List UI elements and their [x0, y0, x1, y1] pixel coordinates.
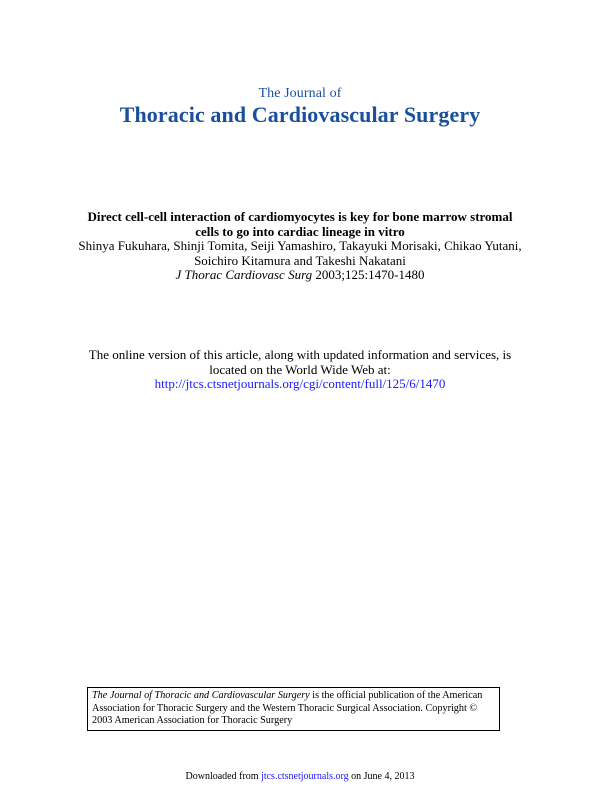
- article-url-link[interactable]: http://jtcs.ctsnetjournals.org/cgi/content/full/125/6/1470: [154, 376, 446, 391]
- article-title-line-2: cells to go into cardiac lineage in vitro: [195, 223, 405, 239]
- authors-line-1: Shinya Fukuhara, Shinji Tomita, Seiji Yamashiro, Takayuki Morisaki, Chikao Yutani,: [78, 238, 522, 253]
- publication-notice-box: [87, 687, 500, 731]
- article-info: [0, 210, 600, 283]
- article-title-line-1: Direct cell-cell interaction of cardiomyocytes is key for bone marrow stromal: [87, 209, 513, 224]
- journal-name: Thoracic and Cardiovascular Surgery: [119, 102, 481, 127]
- footer-site-link[interactable]: jtcs.ctsnetjournals.org: [261, 771, 349, 782]
- journal-header: [0, 86, 600, 128]
- notice-line-1: [92, 690, 491, 703]
- journal-pre-title: The Journal of: [258, 86, 342, 101]
- article-title: [0, 210, 600, 239]
- article-citation: [0, 268, 600, 283]
- online-version-notice: [0, 348, 600, 392]
- notice-line-3: 2003 American Association for Thoracic Surgery: [92, 715, 293, 726]
- download-footer: [0, 771, 600, 783]
- footer-prefix: Downloaded from: [185, 771, 262, 782]
- footer-suffix: on June 4, 2013: [348, 771, 415, 782]
- citation-journal: J Thorac Cardiovasc Surg: [175, 267, 313, 282]
- online-line-1: The online version of this article, along with updated information and services, is: [88, 347, 512, 362]
- notice-line-1-text: is the official publication of the American: [309, 690, 483, 701]
- online-line-2: located on the World Wide Web at:: [209, 361, 391, 377]
- authors-line-2: Soichiro Kitamura and Takeshi Nakatani: [194, 252, 406, 268]
- notice-line-2: Association for Thoracic Surgery and the Western Thoracic Surgical Association. Copyright ©: [92, 702, 478, 714]
- article-authors: [0, 239, 600, 268]
- notice-journal-name: The Journal of Thoracic and Cardiovascular Surgery: [92, 690, 310, 701]
- citation-details: 2003;125:1470-1480: [312, 267, 425, 282]
